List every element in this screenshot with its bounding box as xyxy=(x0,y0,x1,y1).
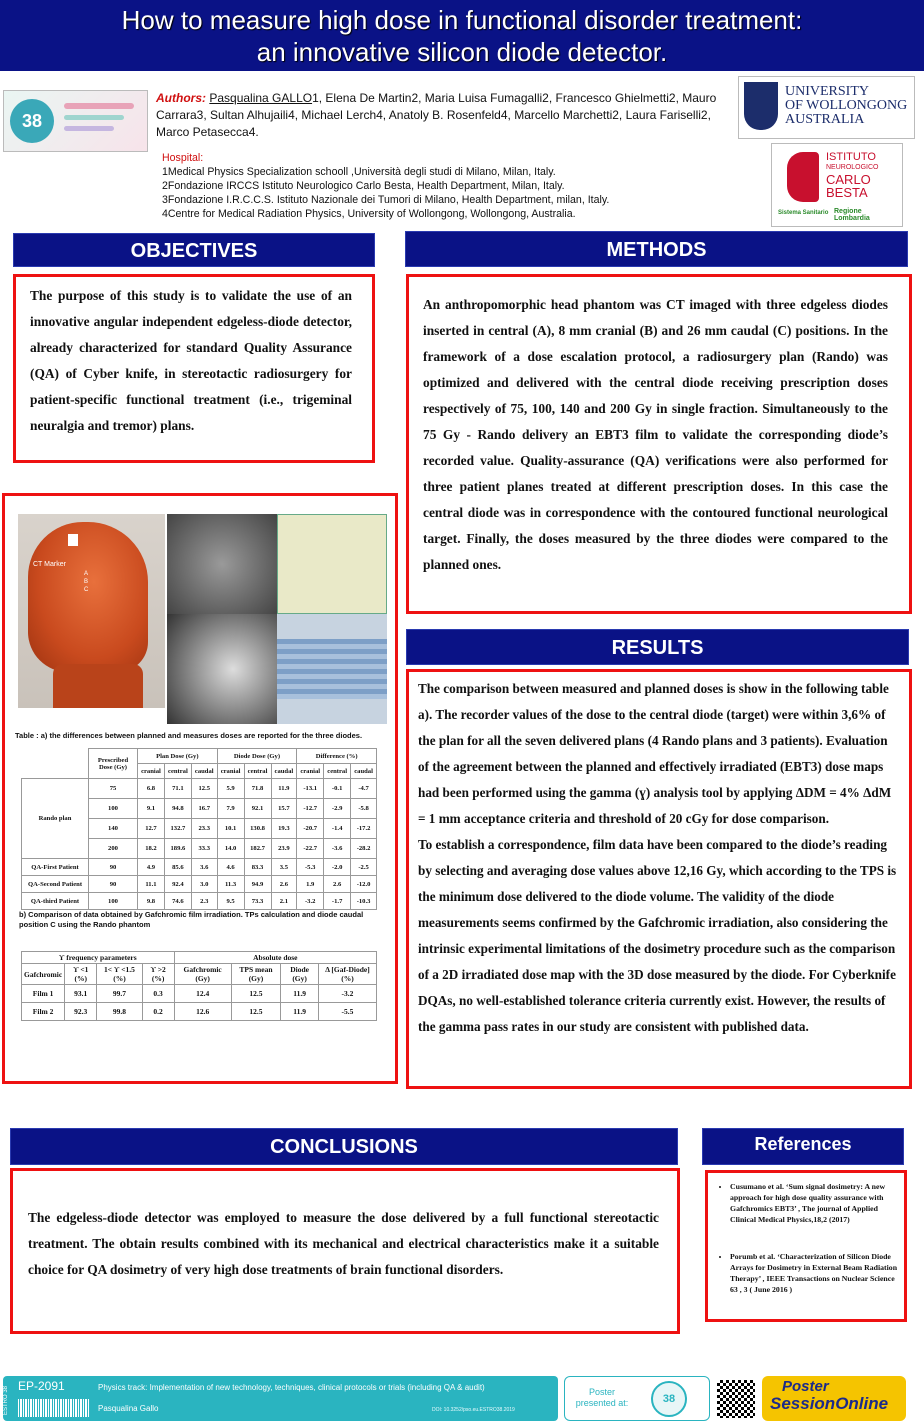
cell: 130.8 xyxy=(244,819,271,839)
cell: 0.2 xyxy=(142,1003,174,1021)
th-col: Gafchromic xyxy=(22,964,65,985)
cell: -22.7 xyxy=(297,839,324,859)
brand-line-1: Poster xyxy=(782,1378,829,1395)
cell: -10.3 xyxy=(351,893,377,910)
cell: 71.1 xyxy=(164,779,191,799)
authors-text: 1, Elena De Martin2, Maria Luisa Fumagalli2, Francesco Ghielmetti2, Mauro Carrara3, Sultan Alhujaili4, Michael Lerch4, Anatoly B. Rosenfeld4, Marcello Marchetti2, Laura Fariselli2, Marco Petasecca4. xyxy=(156,91,717,139)
th-sub: cranial xyxy=(217,764,244,779)
phantom-photo xyxy=(18,514,165,708)
table-row xyxy=(22,876,377,893)
cell: 12.5 xyxy=(231,985,281,1003)
cell: 15.7 xyxy=(271,799,297,819)
besta-mark-icon xyxy=(787,152,819,202)
cell: 2.1 xyxy=(271,893,297,910)
results-p1: The comparison between measured and planned doses is show in the following table a). The recorder values of the dose to the central diode (target) were within 3,6% of the plan for all the seven delivered plans (4 Rando plans and 3 patients). Evaluation of the agreement between the planned and effectively irradiated (EBT3) dose maps had been performed using the gamma (ɣ) analysis tool by applying ΔDM = 4% ΔdM = 1 mm acceptance criteria and threshold of 20 cGy for dose comparison. xyxy=(418,681,892,826)
cell: 92.3 xyxy=(65,1003,97,1021)
cell: 3.5 xyxy=(271,859,297,876)
cell: -20.7 xyxy=(297,819,324,839)
cell: -2.0 xyxy=(324,859,351,876)
cell: 11.3 xyxy=(217,876,244,893)
cell: 2.6 xyxy=(271,876,297,893)
footer-track: Physics track: Implementation of new technology, techniques, clinical protocols or trials (including QA & audit) xyxy=(98,1383,485,1392)
th-col: TPS mean (Gy) xyxy=(231,964,281,985)
th-sub: central xyxy=(164,764,191,779)
cell: 189.6 xyxy=(164,839,191,859)
table-row xyxy=(22,985,377,1003)
cell: 90 xyxy=(89,876,138,893)
cell: 11.9 xyxy=(281,985,319,1003)
cell: 100 xyxy=(89,893,138,910)
footer-side: ESTRO 38 xyxy=(3,1386,9,1416)
cell: 14.0 xyxy=(217,839,244,859)
cell: -5.8 xyxy=(351,799,377,819)
th-sub: caudal xyxy=(271,764,297,779)
conclusions-text: The edgeless-diode detector was employed to measure the dose delivered by a full functional stereotactic treatment. The obtain results combined with its mechanical and electrical characteristics make it a suitable choice for QA dosimetry of very high dose treatments of brain functional disorders. xyxy=(28,1210,659,1277)
th-prescribed: Prescribed Dose (Gy) xyxy=(89,749,138,779)
presented-label: Poster presented at: xyxy=(575,1387,629,1408)
footer-doi: DOI: 10.3252/pso.eu.ESTRO38.2019 xyxy=(432,1407,515,1413)
methods-header: METHODS xyxy=(405,231,908,267)
cell: 132.7 xyxy=(164,819,191,839)
cell: 11.9 xyxy=(281,1003,319,1021)
cell: 12.6 xyxy=(174,1003,231,1021)
besta-sanitario: Sistema Sanitario xyxy=(778,210,829,216)
cell: -12.7 xyxy=(297,799,324,819)
cell: -3.6 xyxy=(324,839,351,859)
table-b xyxy=(21,951,377,1021)
cell: 23.9 xyxy=(271,839,297,859)
cell: 93.1 xyxy=(65,985,97,1003)
cell: -28.2 xyxy=(351,839,377,859)
references-box xyxy=(705,1170,907,1322)
cell: 5.9 xyxy=(217,779,244,799)
cell: 18.2 xyxy=(138,839,165,859)
pos-c: C xyxy=(84,587,89,593)
th-col: ϒ <1 (%) xyxy=(65,964,97,985)
authors-label: Authors: xyxy=(156,91,206,105)
cell: 12.7 xyxy=(138,819,165,839)
cell: 182.7 xyxy=(244,839,271,859)
figure-box xyxy=(2,493,398,1084)
tps-screenshot xyxy=(167,514,387,724)
brand-line-2: SessionOnline xyxy=(770,1394,889,1413)
cell: 4.9 xyxy=(138,859,165,876)
cell: 11.1 xyxy=(138,876,165,893)
marker-icon xyxy=(68,534,78,546)
cell: 200 xyxy=(89,839,138,859)
cell: 92.1 xyxy=(244,799,271,819)
objectives-box xyxy=(13,274,375,463)
cell: 19.3 xyxy=(271,819,297,839)
title-line-2: an innovative silicon diode detector. xyxy=(256,37,668,67)
rando-label: Rando plan xyxy=(22,779,89,859)
hospital-block xyxy=(162,151,722,221)
cell: 99.8 xyxy=(97,1003,142,1021)
uow-line-2: OF WOLLONGONG xyxy=(785,98,908,113)
cell: -5.5 xyxy=(318,1003,376,1021)
cell: 85.6 xyxy=(164,859,191,876)
cell: 73.3 xyxy=(244,893,271,910)
besta-line-2: NEUROLOGICO xyxy=(826,164,879,171)
cell: 12.5 xyxy=(191,779,217,799)
th-sub: cranial xyxy=(138,764,165,779)
table-a xyxy=(21,748,377,910)
cell: 33.3 xyxy=(191,839,217,859)
th-sub: caudal xyxy=(351,764,377,779)
objectives-header: OBJECTIVES xyxy=(13,233,375,267)
th-sub: cranial xyxy=(297,764,324,779)
estro-badge: 38 xyxy=(10,99,54,143)
footer xyxy=(0,1376,924,1423)
authors-block xyxy=(156,90,736,141)
besta-logo xyxy=(771,143,903,227)
results-header: RESULTS xyxy=(406,629,909,665)
cell: 74.6 xyxy=(164,893,191,910)
affiliation-4: 4Centre for Medical Radiation Physics, University of Wollongong, Wollongong, Australia. xyxy=(162,208,576,220)
reference-2: • Porumb et al. ‘Characterization of Silicon Diode Arrays for Dosimetry in External Beam Radiation Therapy’ , IEEE Transactions on Nuclear Science 63 , 3 ( June 2016 ) xyxy=(730,1251,898,1295)
affiliation-1: 1Medical Physics Specialization schooll ,Università degli studi di Milano, Milan, Italy. xyxy=(162,166,556,178)
cell: 12.5 xyxy=(231,1003,281,1021)
cell: 90 xyxy=(89,859,138,876)
cell: 23.3 xyxy=(191,819,217,839)
th-col: ϒ >2 (%) xyxy=(142,964,174,985)
cell: 3.6 xyxy=(191,859,217,876)
presented-box xyxy=(564,1376,710,1421)
cell: QA-Second Patient xyxy=(22,876,89,893)
footer-id: EP-2091 xyxy=(18,1379,65,1393)
methods-box xyxy=(406,274,912,614)
cell: 12.4 xyxy=(174,985,231,1003)
cell: 2.6 xyxy=(324,876,351,893)
cell: 1.9 xyxy=(297,876,324,893)
cell: 2.3 xyxy=(191,893,217,910)
th-col: Gafchromic (Gy) xyxy=(174,964,231,985)
cell: 16.7 xyxy=(191,799,217,819)
cell: Film 2 xyxy=(22,1003,65,1021)
cell: -2.5 xyxy=(351,859,377,876)
cell: 9.5 xyxy=(217,893,244,910)
pos-b: B xyxy=(84,579,89,585)
uow-logo xyxy=(738,76,915,139)
besta-line-4: BESTA xyxy=(826,185,868,200)
lead-author: Pasqualina GALLO xyxy=(209,91,313,105)
table-a-caption: Table : a) the differences between planned and measures doses are reported for the three diodes. xyxy=(15,731,363,740)
cell: -3.2 xyxy=(318,985,376,1003)
cell: 9.1 xyxy=(138,799,165,819)
cell: -1.4 xyxy=(324,819,351,839)
cell: -0.1 xyxy=(324,779,351,799)
affiliation-3: 3Fondazione I.R.C.C.S. Istituto Nazionale dei Tumori di Milano, Health Department, milan, Italy. xyxy=(162,194,610,206)
qr-code-icon xyxy=(717,1380,755,1418)
cell: -13.1 xyxy=(297,779,324,799)
hospital-label: Hospital: xyxy=(162,152,204,164)
cell: 11.9 xyxy=(271,779,297,799)
ct-marker-label: CT Marker xyxy=(33,561,66,568)
th-col: Diode (Gy) xyxy=(281,964,319,985)
objectives-text: The purpose of this study is to validate the use of an innovative angular independent edgeless-diode detector, already characterized for standard Quality Assurance (QA) of Cyber knife, in stereotactic radiosurgery for patient-specific functional treatment (i.e., trigeminal neuralgia and tremor) plans. xyxy=(30,288,352,433)
poster-title xyxy=(0,0,924,71)
conclusions-header: CONCLUSIONS xyxy=(10,1128,678,1165)
th-sub: caudal xyxy=(191,764,217,779)
cell: 83.3 xyxy=(244,859,271,876)
results-box xyxy=(406,669,912,1089)
cell: 99.7 xyxy=(97,985,142,1003)
footer-author: Pasqualina Gallo xyxy=(98,1404,159,1413)
estro-logo xyxy=(3,90,148,152)
cell: 140 xyxy=(89,819,138,839)
cell: -5.3 xyxy=(297,859,324,876)
th-gamma: ϒ frequency parameters xyxy=(22,952,175,964)
table-row xyxy=(22,779,377,799)
cell: 94.9 xyxy=(244,876,271,893)
table-row xyxy=(22,1003,377,1021)
uow-line-1: UNIVERSITY xyxy=(785,84,869,99)
cell: -17.2 xyxy=(351,819,377,839)
cell: 10.1 xyxy=(217,819,244,839)
cell: 92.4 xyxy=(164,876,191,893)
besta-line-3: CARLO xyxy=(826,172,871,187)
besta-line-1: ISTITUTO xyxy=(826,151,876,163)
cell: 7.9 xyxy=(217,799,244,819)
cell: -4.7 xyxy=(351,779,377,799)
uow-crest-icon xyxy=(744,82,778,130)
conclusions-box xyxy=(10,1168,680,1334)
pos-a: A xyxy=(84,571,89,577)
cell: 6.8 xyxy=(138,779,165,799)
th-abs: Absolute dose xyxy=(174,952,376,964)
affiliation-2: 2Fondazione IRCCS Istituto Neurologico Carlo Besta, Health Department, Milan, Italy. xyxy=(162,180,565,192)
estro-footer-badge: 38 xyxy=(651,1381,687,1417)
cell: 3.0 xyxy=(191,876,217,893)
brand-logo xyxy=(762,1376,906,1421)
th-diff: Difference (%) xyxy=(297,749,377,764)
methods-text: An anthropomorphic head phantom was CT imaged with three edgeless diodes inserted in central (A), 8 mm cranial (B) and 26 mm caudal (C) positions. In the framework of a dose escalation protocol, a radiosurgery plan (Rando) was optimized and delivered with the central diode receiving prescription doses respectively of 75, 100, 140 and 200 Gy in single fraction. Simultaneously to the 75 Gy - Rando delivery an EBT3 film to validate the corresponding diode’s recorded value. Quality-assurance (QA) verifications were also performed for three patient planes treated at different prescription doses. In this case the central diode was in correspondence with the contoured functional neurological target. Finally, the doses measured by the three diodes were compared to the planned ones. xyxy=(423,297,888,572)
barcode-icon xyxy=(18,1399,90,1417)
uow-line-3: AUSTRALIA xyxy=(785,112,865,127)
table-b-caption: b) Comparison of data obtained by Gafchromic film irradiation. TPs calculation and diode caudal position C using the Rando phantom xyxy=(19,910,364,929)
cell: -3.2 xyxy=(297,893,324,910)
th-col: 1< ϒ <1.5 (%) xyxy=(97,964,142,985)
th-sub: central xyxy=(324,764,351,779)
cell: 0.3 xyxy=(142,985,174,1003)
cell: 75 xyxy=(89,779,138,799)
th-sub: central xyxy=(244,764,271,779)
th-diode: Diode Dose (Gy) xyxy=(217,749,297,764)
table-row xyxy=(22,893,377,910)
cell: QA-third Patient xyxy=(22,893,89,910)
cell: 4.6 xyxy=(217,859,244,876)
reference-1: • Cusumano et al. ‘Sum signal dosimetry: A new approach for high dose quality assurance with Gafchromics EBT3’ , The journal of Applied Clinical Medical Physics,18,2 (2017) xyxy=(730,1181,898,1225)
th-plan: Plan Dose (Gy) xyxy=(138,749,218,764)
table-row xyxy=(22,859,377,876)
results-p2: To establish a correspondence, film data have been compared to the diode’s reading by selecting and averaging dose values above 12,16 Gy, which according to the TPS is the minimum dose delivered to the diode volume. The validity of the diode measurements seems confirmed by the Gafchromic irradiation, also considering the intrinsic experimental limitations of the dosimetry procedure such as the comparison of a 2D irradiated dose map with the 3D dose measured by the diode. For Cyberknife DQAs, no well-established tolerance criteria currently exist. However, the results of the gamma pass rates in our study are consistent with published data. xyxy=(418,837,897,1034)
references-header: References xyxy=(702,1128,904,1165)
title-line-1: How to measure high dose in functional disorder treatment: xyxy=(121,5,803,35)
th-col: Δ [Gaf-Diode] (%) xyxy=(318,964,376,985)
cell: Film 1 xyxy=(22,985,65,1003)
cell: 94.8 xyxy=(164,799,191,819)
cell: QA-First Patient xyxy=(22,859,89,876)
besta-regione: Regione Lombardia xyxy=(834,208,870,222)
cell: -12.0 xyxy=(351,876,377,893)
cell: -2.9 xyxy=(324,799,351,819)
cell: 9.8 xyxy=(138,893,165,910)
cell: 71.8 xyxy=(244,779,271,799)
cell: 100 xyxy=(89,799,138,819)
cell: -1.7 xyxy=(324,893,351,910)
